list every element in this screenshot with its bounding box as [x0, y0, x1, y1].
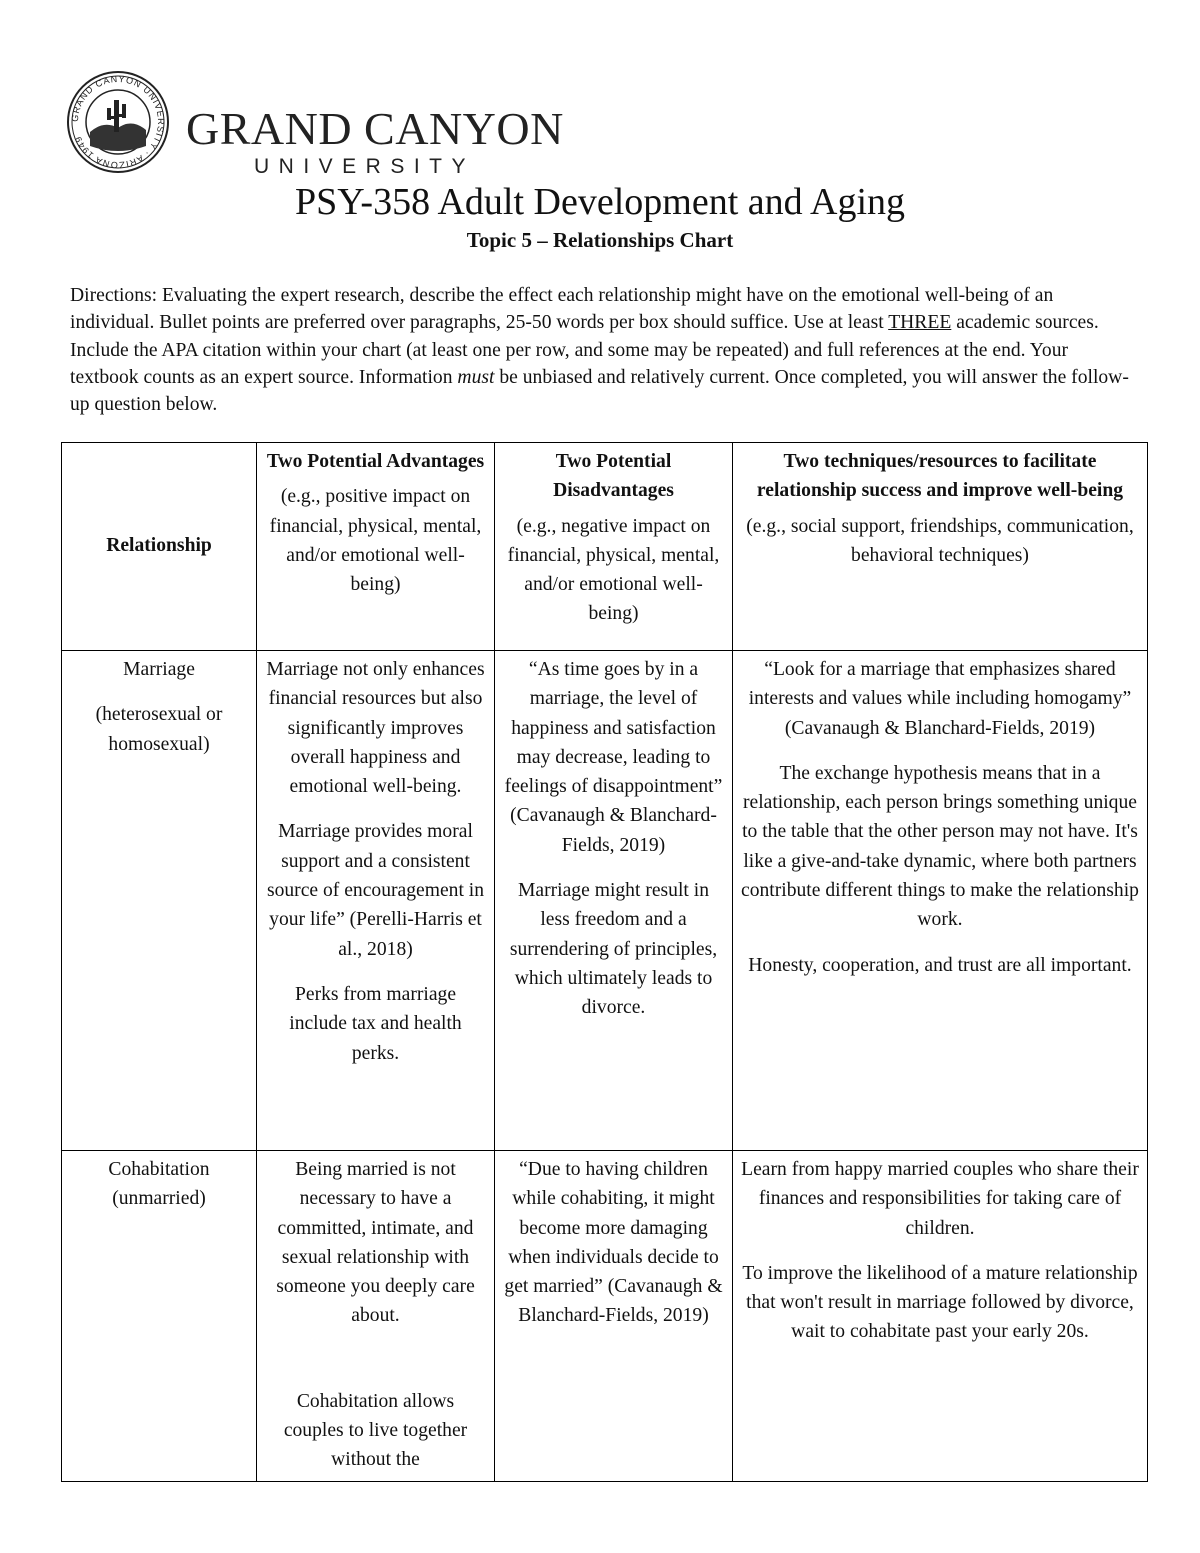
directions-italic: must — [457, 366, 495, 388]
relationships-chart — [61, 442, 1148, 1482]
disadvantages-cell — [495, 651, 733, 1151]
directions-text — [70, 282, 1132, 418]
header-disadvantages-label: Two Potential Disadvantages — [553, 451, 674, 502]
disadvantage-item: Marriage might result in less freedom and a surrendering of principles, which ultimately leads to divorce. — [509, 880, 718, 1019]
advantage-item: Marriage not only enhances financial resources but also significantly improves overall happiness and emotional well-being. — [266, 659, 485, 798]
seal-text: GRAND CANYON UNIVERSITY · ARIZONA 1949 — [69, 73, 167, 171]
header-advantages-label: Two Potential Advantages — [266, 451, 485, 472]
header-disadvantages-hint: (e.g., negative impact on financial, physical, mental, and/or emotional well-being) — [507, 515, 720, 625]
disadvantage-item: “As time goes by in a marriage, the level of happiness and satisfaction may decrease, leading to feelings of disappointment” (Cavanaugh & Blanchard-Fields, 2019) — [504, 659, 723, 856]
relationship-cell — [62, 1151, 257, 1482]
relationship-note: (heterosexual or homosexual) — [95, 704, 223, 755]
techniques-cell — [733, 1151, 1148, 1482]
advantage-item: Being married is not necessary to have a committed, intimate, and sexual relationship with someone you deeply care about. — [276, 1159, 475, 1327]
header-disadvantages — [495, 443, 733, 651]
directions-part-1: Directions: Evaluating the expert research, describe the effect each relationship might have on the emotional well-being of an individual. Bullet points are preferred over paragraphs, 25-50 words per box should suffice. Use at least — [70, 285, 1054, 334]
header-advantages — [257, 443, 495, 651]
course-title: PSY-358 Adult Development and Aging — [294, 181, 906, 223]
header-techniques — [733, 443, 1148, 651]
technique-item: “Look for a marriage that emphasizes shared interests and values while including homogamy” (Cavanaugh & Blanchard-Fields, 2019) — [748, 659, 1132, 739]
logo-subtitle: UNIVERSITY — [254, 155, 476, 178]
header-relationship: Relationship — [62, 443, 257, 651]
table-row-cohabitation — [62, 1151, 1148, 1482]
directions-part-3: be unbiased and relatively current. Once completed, you will answer the follow-up question below. — [70, 366, 1129, 416]
technique-item: Honesty, cooperation, and trust are all important. — [748, 954, 1132, 976]
header-advantages-hint: (e.g., positive impact on financial, physical, mental, and/or emotional well-being) — [269, 486, 482, 596]
advantages-cell — [257, 1151, 495, 1482]
university-logo — [66, 70, 564, 180]
techniques-cell — [733, 651, 1148, 1151]
university-seal-icon — [66, 70, 170, 174]
relationship-name: Cohabitation (unmarried) — [108, 1159, 210, 1210]
table-row-marriage — [62, 651, 1148, 1151]
advantage-item: Perks from marriage include tax and health perks. — [289, 983, 462, 1064]
header-techniques-label: Two techniques/resources to facilitate relationship success and improve well-being — [756, 451, 1124, 502]
advantage-item: Marriage provides moral support and a consistent source of encouragement in your life” (Perelli-Harris et al., 2018) — [266, 821, 485, 960]
technique-item: To improve the likelihood of a mature relationship that won't result in marriage followed by divorce, wait to cohabitate past your early 20s. — [742, 1262, 1138, 1343]
advantage-item: Cohabitation allows couples to live together without the — [283, 1390, 468, 1471]
topic-title: Topic 5 – Relationships Chart — [466, 228, 734, 252]
header-row — [62, 443, 1148, 651]
directions-underlined: THREE — [888, 312, 952, 334]
technique-item: The exchange hypothesis means that in a relationship, each person brings something unique to the table that the other person may not have. It's like a give-and-take dynamic, where both partners contribute different things to make the relationship work. — [741, 762, 1139, 931]
technique-item: Learn from happy married couples who share their finances and responsibilities for taking care of children. — [741, 1159, 1139, 1239]
advantages-cell — [257, 651, 495, 1151]
relationship-cell — [62, 651, 257, 1151]
disadvantage-item: “Due to having children while cohabiting, it might become more damaging when individuals decide to get married” (Cavanaugh & Blanchard-Fields, 2019) — [504, 1159, 723, 1327]
disadvantages-cell — [495, 1151, 733, 1482]
logo-wordmark: GRAND CANYON — [186, 103, 564, 154]
directions-part-2: academic sources. Include the APA citation within your chart (at least one per row, and some may be repeated) and full references at the end. Your textbook counts as an expert source. Information — [70, 312, 1099, 388]
relationship-name: Marriage — [123, 659, 195, 680]
header-techniques-hint: (e.g., social support, friendships, communication, behavioral techniques) — [746, 515, 1134, 566]
